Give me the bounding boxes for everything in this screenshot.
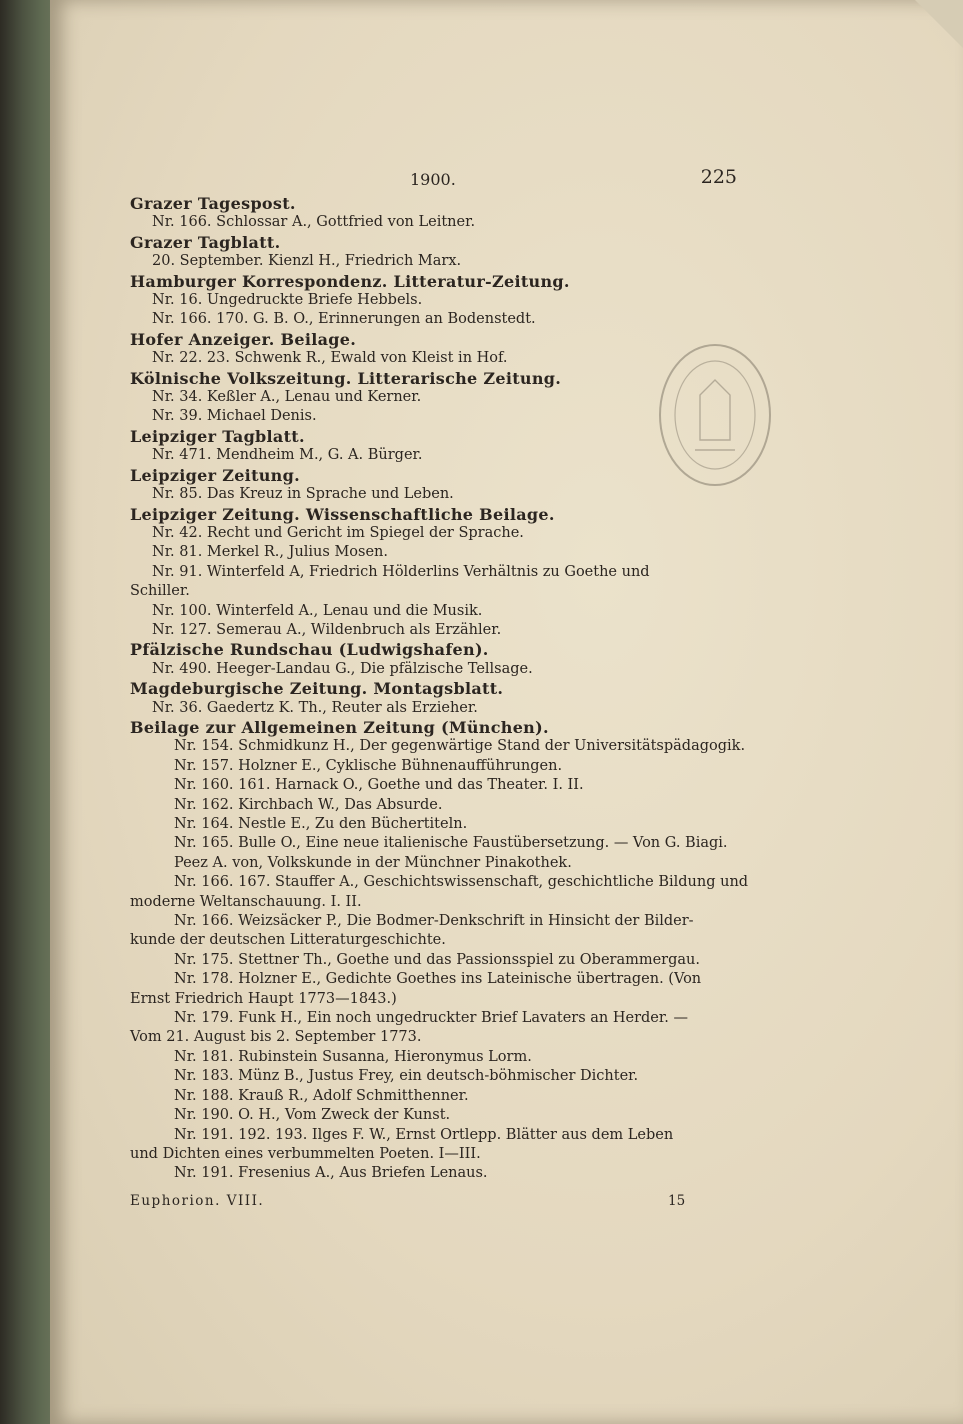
entry-line: Schiller.	[130, 583, 190, 600]
entry-line: Nr. 85. Das Kreuz in Sprache und Leben.	[152, 486, 454, 503]
periodical-title: Leipziger Zeitung.	[130, 465, 300, 485]
periodical-title: Magdeburgische Zeitung. Montagsblatt.	[130, 679, 504, 699]
signature-mark: Euphorion. VIII.	[130, 1192, 265, 1209]
entry-line: Nr. 34. Keßler A., Lenau und Kerner.	[152, 389, 422, 406]
periodical-title: Beilage zur Allgemeinen Zeitung (München).	[130, 717, 549, 737]
entry-line: Nr. 39. Michael Denis.	[152, 408, 317, 425]
page-number: 225	[700, 166, 737, 188]
header-year: 1900.	[410, 170, 456, 189]
entry-line: und Dichten eines verbummelten Poeten. I—III.	[130, 1145, 481, 1162]
entry-line: Nr. 100. Winterfeld A., Lenau und die Musik.	[152, 602, 483, 619]
entry-line: Nr. 162. Kirchbach W., Das Absurde.	[174, 796, 443, 813]
entry-line: kunde der deutschen Litteraturgeschichte.	[130, 932, 446, 949]
entry-line: Nr. 81. Merkel R., Julius Mosen.	[152, 544, 388, 561]
periodical-title: Leipziger Tagblatt.	[130, 426, 305, 446]
entry-line: Nr. 166. Weizsäcker P., Die Bodmer-Denkschrift in Hinsicht der Bilder-	[174, 913, 694, 930]
entry-line: Nr. 471. Mendheim M., G. A. Bürger.	[152, 447, 423, 464]
entry-line: Nr. 160. 161. Harnack O., Goethe und das Theater. I. II.	[174, 777, 584, 794]
book-binding	[0, 0, 55, 1424]
entry-line: Nr. 179. Funk H., Ein noch ungedruckter Brief Lavaters an Herder. —	[174, 1010, 688, 1027]
entry-line: Nr. 181. Rubinstein Susanna, Hieronymus Lorm.	[174, 1048, 532, 1065]
entry-line: Nr. 191. Fresenius A., Aus Briefen Lenaus.	[174, 1165, 488, 1182]
periodical-title: Hamburger Korrespondenz. Litteratur-Zeitung.	[130, 271, 570, 291]
entry-line: Nr. 42. Recht und Gericht im Spiegel der Sprache.	[152, 524, 524, 541]
entry-line: Nr. 191. 192. 193. Ilges F. W., Ernst Ortlepp. Blätter aus dem Leben	[174, 1126, 674, 1143]
periodical-title: Hofer Anzeiger. Beilage.	[130, 329, 357, 349]
entry-line: 20. September. Kienzl H., Friedrich Marx.	[152, 253, 462, 270]
periodical-title: Leipziger Zeitung. Wissenschaftliche Beilage.	[130, 504, 555, 524]
entry-line: Nr. 166. Schlossar A., Gottfried von Leitner.	[152, 214, 476, 231]
entry-line: Nr. 157. Holzner E., Cyklische Bühnenaufführungen.	[174, 757, 563, 774]
entry-line: Nr. 190. O. H., Vom Zweck der Kunst.	[174, 1107, 451, 1124]
entry-line: Vom 21. August bis 2. September 1773.	[130, 1029, 422, 1046]
periodical-title: Grazer Tagespost.	[130, 194, 296, 213]
folded-corner	[915, 0, 963, 48]
entry-line: Nr. 127. Semerau A., Wildenbruch als Erzähler.	[152, 621, 502, 638]
entry-line: Nr. 166. 167. Stauffer A., Geschichtswissenschaft, geschichtliche Bildung und	[174, 874, 749, 891]
periodical-title: Kölnische Volkszeitung. Litterarische Zeitung.	[130, 368, 562, 388]
page-footer	[130, 1188, 740, 1214]
entry-line: Nr. 36. Gaedertz K. Th., Reuter als Erzieher.	[152, 699, 478, 716]
entry-line: Nr. 490. Heeger-Landau G., Die pfälzische Tellsage.	[152, 660, 533, 677]
periodical-title: Grazer Tagblatt.	[130, 232, 281, 252]
entry-line: Nr. 91. Winterfeld A, Friedrich Hölderlins Verhältnis zu Goethe und	[152, 563, 650, 580]
entry-line: Nr. 188. Krauß R., Adolf Schmitthenner.	[174, 1087, 469, 1104]
sheet-number: 15	[668, 1192, 686, 1209]
entry-line: moderne Weltanschauung. I. II.	[130, 893, 362, 910]
running-head	[130, 160, 740, 194]
entry-line: Peez A. von, Volkskunde in der Münchner Pinakothek.	[174, 854, 572, 871]
entry-line: Nr. 22. 23. Schwenk R., Ewald von Kleist in Hof.	[152, 350, 508, 367]
entry-line: Nr. 16. Ungedruckte Briefe Hebbels.	[152, 292, 423, 309]
periodical-title: Pfälzische Rundschau (Ludwigshafen).	[130, 640, 489, 660]
entry-line: Nr. 165. Bulle O., Eine neue italienische Faustübersetzung. — Von G. Biagi.	[174, 835, 728, 852]
entry-line: Nr. 175. Stettner Th., Goethe und das Passionsspiel zu Oberammergau.	[174, 951, 700, 968]
bibliography-entries	[130, 194, 749, 1184]
entry-line: Nr. 178. Holzner E., Gedichte Goethes ins Lateinische übertragen. (Von	[174, 971, 702, 988]
page-content	[130, 160, 749, 1214]
entry-line: Nr. 183. Münz B., Justus Frey, ein deutsch-böhmischer Dichter.	[174, 1068, 639, 1085]
entry-line: Nr. 164. Nestle E., Zu den Büchertiteln.	[174, 816, 468, 832]
entry-line: Ernst Friedrich Haupt 1773—1843.)	[130, 990, 397, 1007]
entry-line: Nr. 154. Schmidkunz H., Der gegenwärtige Stand der Universitätspädagogik.	[174, 738, 746, 755]
entry-line: Nr. 166. 170. G. B. O., Erinnerungen an Bodenstedt.	[152, 311, 536, 328]
